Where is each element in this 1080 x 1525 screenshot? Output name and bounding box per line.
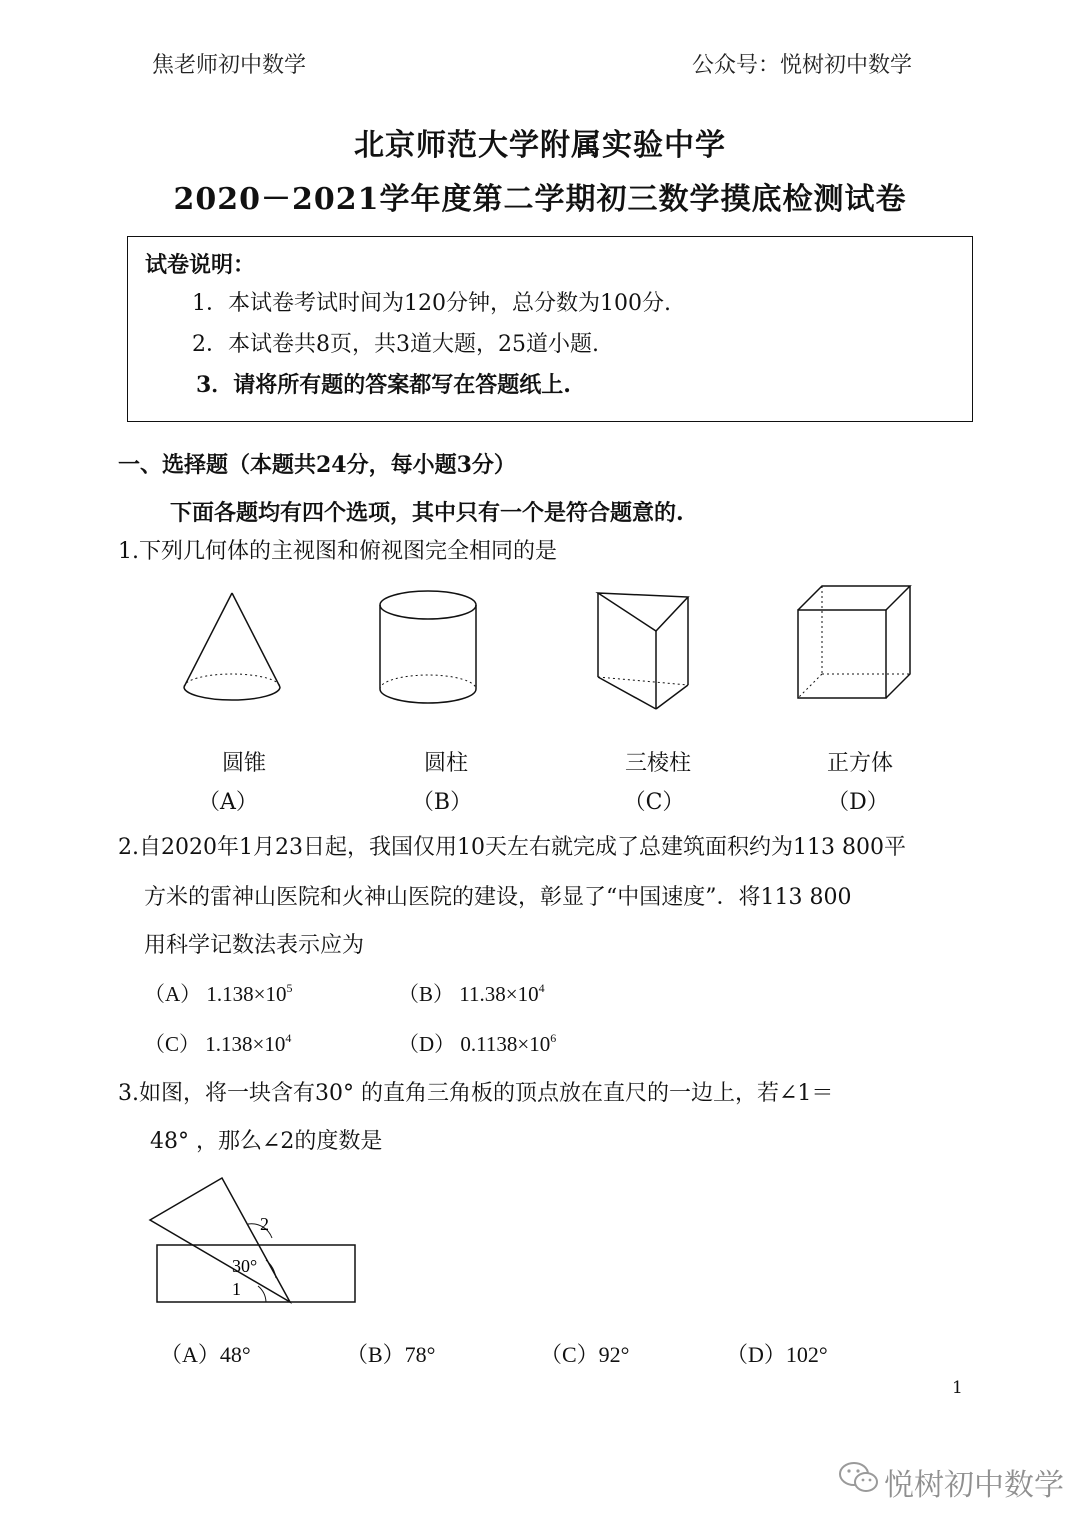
instruction-item: 2．本试卷共8页，共3道大题，25道小题. xyxy=(192,332,599,357)
q3-option-c: （C）92° xyxy=(540,1342,630,1367)
q2-option-b: （B） $11.38\times 10^4$ xyxy=(398,981,545,1006)
wechat-icon xyxy=(838,1458,882,1498)
shape-name-cube: 正方体 xyxy=(826,751,893,776)
q3-option-a: （A）48° xyxy=(160,1342,251,1367)
q2-option-a: （A） $1.138\times 10^5$ xyxy=(144,981,293,1006)
title-exam: 2020－2021学年度第二学期初三数学摸底检测试卷 xyxy=(173,182,907,217)
cylinder-shape xyxy=(380,591,476,703)
q1-shapes-figure xyxy=(0,575,1080,725)
option-label-c: （C） xyxy=(623,790,685,815)
q3-option-d: （D）102° xyxy=(726,1342,828,1367)
question-2-line: 用科学记数法表示应为 xyxy=(144,933,365,958)
section-heading: 一、选择题（本题共24分，每小题3分） xyxy=(118,452,516,478)
option-label-a: （A） xyxy=(198,790,258,815)
shape-name-cone: 圆锥 xyxy=(221,751,266,776)
question-1-stem: 1.下列几何体的主视图和俯视图完全相同的是 xyxy=(118,539,557,564)
q2-option-d: （D） $0.1138\times 10^6$ xyxy=(398,1031,557,1056)
question-3-line: 3.如图，将一块含有30° 的直角三角板的顶点放在直尺的一边上，若∠1＝ xyxy=(118,1081,834,1106)
page-number: 1 xyxy=(952,1378,963,1398)
q3-option-b: （B）78° xyxy=(346,1342,436,1367)
question-2-line: 方米的雷神山医院和火神山医院的建设，彰显了“中国速度”．将113 800 xyxy=(144,885,852,910)
instruction-item: 3．请将所有题的答案都写在答题纸上. xyxy=(196,372,571,398)
question-2-line: 2.自2020年1月23日起，我国仅用10天左右就完成了总建筑面积约为113 800平 xyxy=(118,835,906,860)
angle-30-label: 30° xyxy=(232,1256,258,1276)
header-right: 公众号：悦树初中数学 xyxy=(692,53,913,78)
option-label-d: （D） xyxy=(827,790,889,815)
cube-shape xyxy=(798,586,910,698)
section-note: 下面各题均有四个选项，其中只有一个是符合题意的. xyxy=(170,500,684,526)
header-left: 焦老师初中数学 xyxy=(152,53,307,78)
triangular-prism-shape xyxy=(598,593,688,709)
instructions-heading: 试卷说明： xyxy=(145,252,256,278)
angle-1-label: 1 xyxy=(232,1279,241,1299)
question-3-line: 48° ，那么∠2的度数是 xyxy=(150,1129,383,1154)
instruction-item: 1．本试卷考试时间为120分钟，总分数为100分. xyxy=(192,291,671,316)
angle-2-label: 2 xyxy=(260,1214,269,1234)
q3-ruler-triangle-figure xyxy=(140,1170,370,1310)
set-square-shape xyxy=(150,1178,290,1302)
shape-name-prism: 三棱柱 xyxy=(624,751,691,776)
shape-name-cylinder: 圆柱 xyxy=(423,751,468,776)
watermark-text: 悦树初中数学 xyxy=(884,1468,1064,1503)
q2-option-c: （C） $1.138\times 10^4$ xyxy=(144,1031,292,1056)
option-label-b: （B） xyxy=(411,790,473,815)
title-school: 北京师范大学附属实验中学 xyxy=(354,128,726,163)
cone-shape xyxy=(184,593,280,700)
